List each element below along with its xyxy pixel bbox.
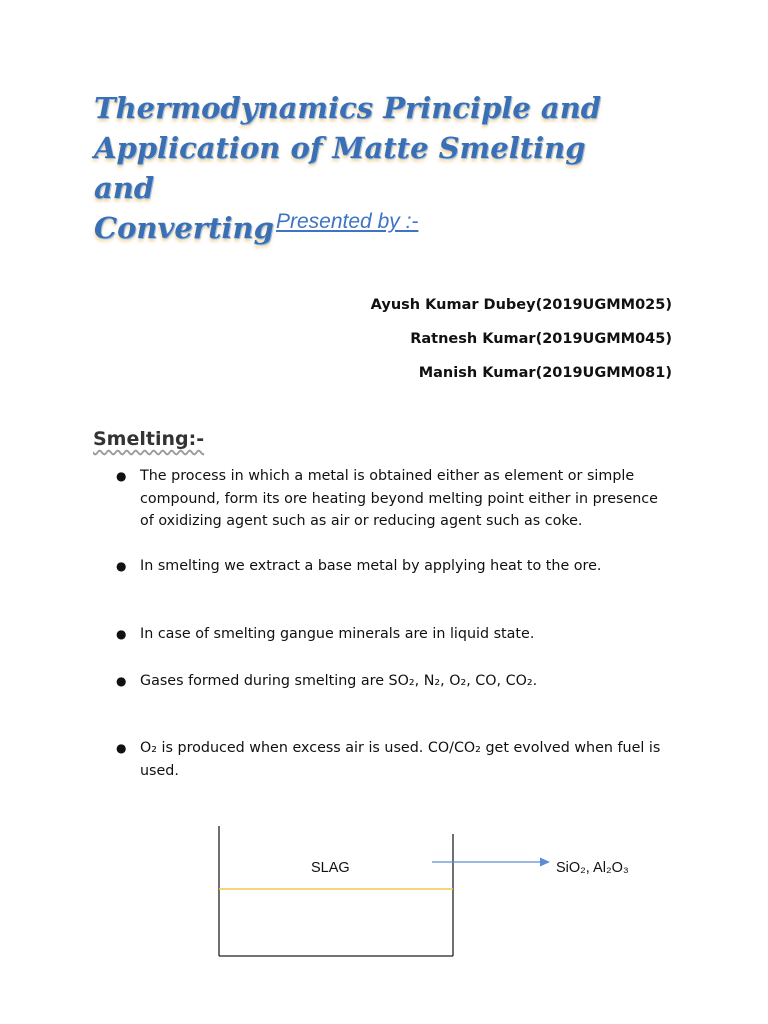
- author-name: Manish Kumar(2019UGMM081): [418, 365, 672, 381]
- author-name: Ayush Kumar Dubey(2019UGMM025): [370, 297, 672, 313]
- title-line-3: Converting: [94, 211, 274, 245]
- bullet-text: O₂ is produced when excess air is used. CO/CO₂ get evolved when fuel is used.: [140, 740, 661, 779]
- presented-by-label: Presented by :-: [276, 210, 419, 233]
- author-name: Ratnesh Kumar(2019UGMM045): [410, 331, 672, 347]
- bullet-text: The process in which a metal is obtained either as element or simple compound, form its ore heating beyond melting point either in presence of oxidizing agent such as air or reducing agent such as coke.: [140, 468, 658, 529]
- bullet-text: In case of smelting gangue minerals are in liquid state.: [140, 626, 535, 642]
- bullet-dot-icon: ●: [116, 674, 127, 688]
- arrow-head-icon: [540, 858, 550, 867]
- bullet-dot-icon: ●: [116, 741, 127, 755]
- section-heading: Smelting:-: [93, 428, 205, 450]
- bullet-text: Gases formed during smelting are SO₂, N₂, O₂, CO, CO₂.: [140, 673, 538, 689]
- title-line-2: Application of Matte Smelting and: [94, 131, 586, 205]
- bullet-text: In smelting we extract a base metal by applying heat to the ore.: [140, 558, 602, 574]
- bullet-dot-icon: ●: [116, 559, 127, 573]
- slag-composition-label: SiO₂, Al₂O₃: [556, 860, 629, 876]
- title-line-1: Thermodynamics Principle and: [94, 91, 602, 125]
- bullet-dot-icon: ●: [116, 469, 127, 483]
- slag-label: SLAG: [311, 860, 350, 876]
- bullet-dot-icon: ●: [116, 627, 127, 641]
